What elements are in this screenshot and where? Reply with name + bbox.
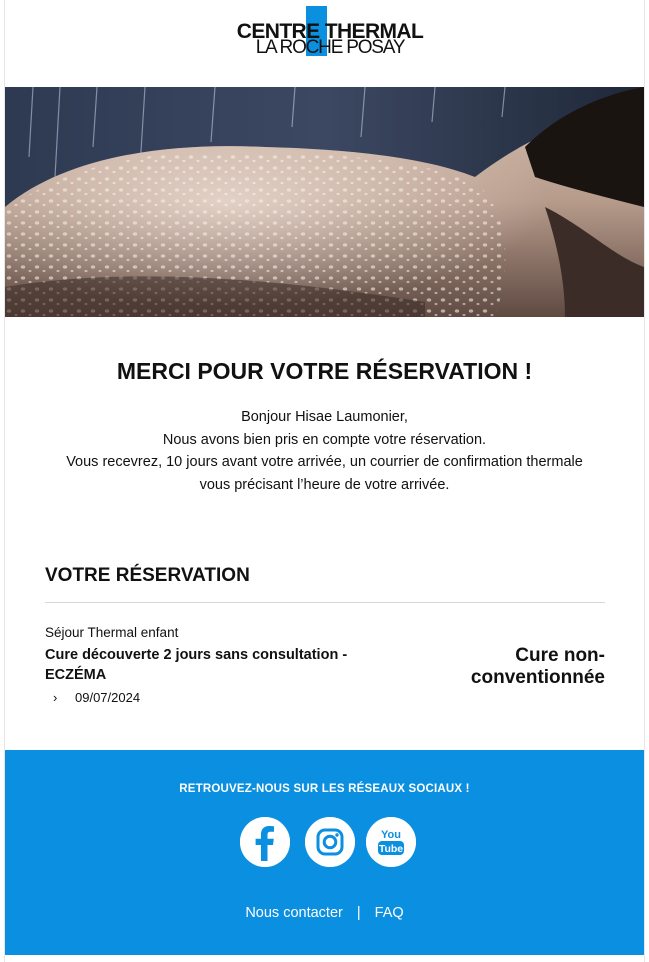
youtube-icon — [366, 817, 416, 867]
link-separator: | — [356, 905, 361, 921]
email-frame — [4, 0, 645, 962]
reservation-date-row — [53, 690, 140, 705]
reservation-kind: Séjour Thermal enfant — [45, 625, 179, 640]
hero-image — [5, 87, 644, 317]
intro-message — [25, 406, 624, 496]
confirmation-headline: MERCI POUR VOTRE RÉSERVATION ! — [116, 358, 533, 384]
facebook-icon — [240, 817, 290, 867]
contact-link[interactable]: Nous contacter — [245, 905, 343, 921]
footer-links — [5, 905, 644, 921]
faq-link[interactable]: FAQ — [374, 905, 404, 921]
footer — [5, 750, 644, 955]
social-links — [240, 817, 415, 869]
logo-line-2: LA ROCHE POSAY — [255, 37, 405, 58]
facebook-link[interactable] — [240, 817, 290, 867]
youtube-link[interactable] — [366, 817, 416, 867]
greeting-line: Bonjour Hisae Laumonier, — [241, 409, 408, 425]
instagram-icon — [305, 817, 355, 867]
instagram-link[interactable] — [305, 817, 355, 867]
intro-line-3: Vous recevrez, 10 jours avant votre arrivée, un courrier de confirmation thermale — [66, 454, 583, 470]
brand-logo[interactable] — [225, 6, 435, 58]
social-title: RETROUVEZ-NOUS SUR LES RÉSEAUX SOCIAUX ! — [179, 783, 470, 795]
reservation-divider — [45, 602, 605, 603]
logo-line-1: CENTRE THERMAL — [236, 20, 424, 43]
hero-photo-illustration — [5, 87, 644, 317]
reservation-date: 09/07/2024 — [75, 690, 141, 705]
reservation-type: Cure non-conventionnée — [470, 645, 605, 688]
intro-line-4: vous précisant l’heure de votre arrivée. — [199, 476, 450, 493]
youtube-label-bottom: Tube — [378, 843, 404, 855]
email-header — [5, 0, 644, 87]
intro-line-2: Nous avons bien pris en compte votre réservation. — [162, 431, 487, 448]
chevron-right-icon: › — [53, 690, 58, 705]
reservation-section-title: VOTRE RÉSERVATION — [45, 565, 250, 586]
youtube-label-top: You — [381, 829, 401, 841]
reservation-name: Cure découverte 2 jours sans consultation - ECZÉMA — [45, 647, 348, 683]
